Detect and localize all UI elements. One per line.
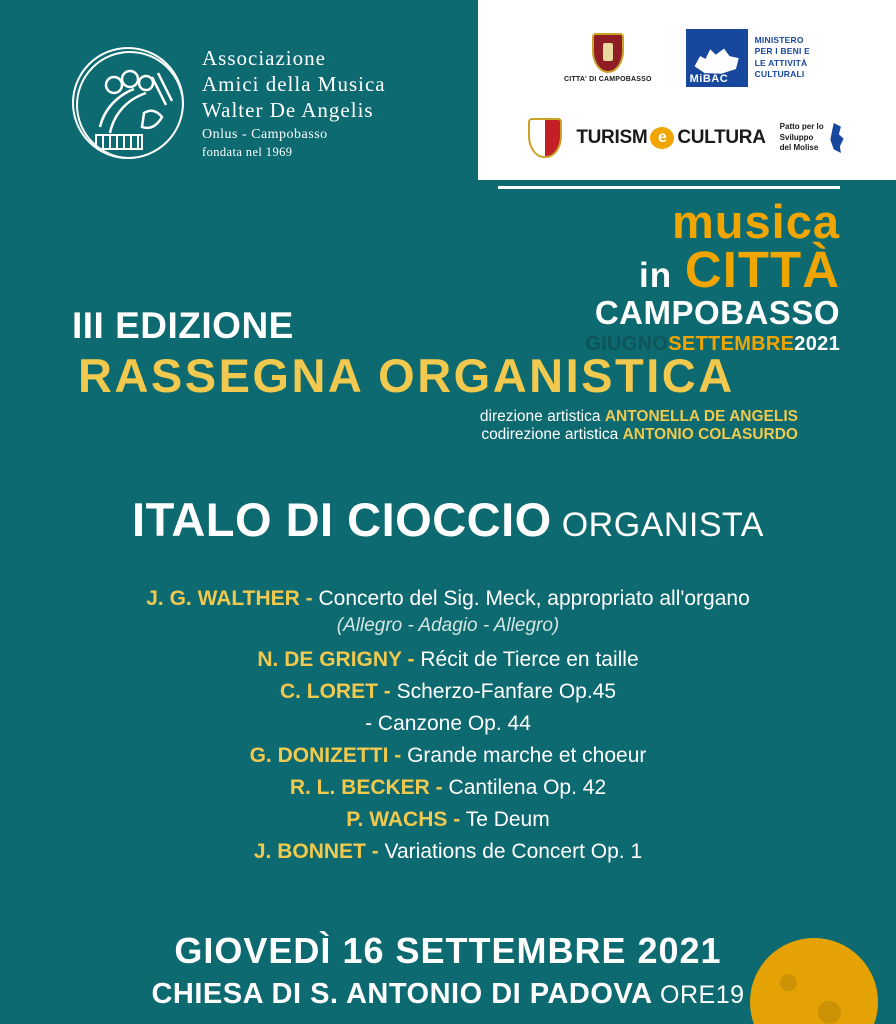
artistic-codirection-label: codirezione artistica bbox=[481, 426, 619, 443]
mibac-text-block bbox=[755, 35, 810, 81]
programme-work: Variations de Concert Op. 1 bbox=[384, 840, 643, 863]
programme-composer: J. G. WALTHER - bbox=[146, 587, 313, 610]
association-logo-block bbox=[72, 46, 386, 160]
sponsor-row-top bbox=[478, 10, 896, 105]
event-time-label: ORE bbox=[660, 981, 716, 1009]
festival-city: CAMPOBASSO bbox=[594, 293, 840, 331]
festival-year: 2021 bbox=[794, 332, 840, 355]
patto-logo bbox=[780, 122, 846, 153]
regione-crest-icon bbox=[528, 118, 562, 158]
programme-work: Récit de Tierce en taille bbox=[420, 648, 639, 671]
programme-composer: P. WACHS - bbox=[346, 808, 461, 831]
festival-period-to: SETTEMBRE bbox=[668, 332, 795, 355]
mibac-mark-text: MiBAC bbox=[689, 72, 729, 85]
turismo-text-b: CULTURA bbox=[677, 127, 766, 148]
mibac-logo-icon bbox=[686, 29, 748, 87]
patto-line-1: Patto per lo bbox=[779, 122, 824, 132]
programme-composer: C. LORET - bbox=[279, 680, 391, 703]
turismo-e-badge: e bbox=[650, 127, 674, 149]
mibac-line-2: PER I BENI E bbox=[754, 46, 810, 57]
patto-text-block bbox=[780, 122, 824, 153]
sponsor-panel bbox=[478, 0, 896, 180]
artistic-direction bbox=[480, 408, 798, 426]
event-time-value: 19 bbox=[715, 981, 745, 1009]
molise-map-icon bbox=[829, 123, 846, 153]
programme-item bbox=[0, 841, 896, 862]
association-line-3: Walter De Angelis bbox=[202, 98, 374, 122]
programme-item bbox=[0, 713, 896, 734]
programme-work: Te Deum bbox=[465, 808, 550, 831]
festival-brand-block bbox=[510, 188, 840, 356]
festival-word-in-citta bbox=[510, 240, 840, 298]
programme-composer: N. DE GRIGNY - bbox=[257, 648, 415, 671]
programme-item bbox=[0, 649, 896, 670]
programme-movements: (Allegro - Adagio - Allegro) bbox=[336, 615, 560, 636]
event-date: GIOVEDÌ 16 SETTEMBRE 2021 bbox=[174, 930, 722, 971]
mibac-logo bbox=[686, 29, 810, 87]
association-line-2: Amici della Musica bbox=[202, 72, 386, 96]
festival-word-in: in bbox=[638, 255, 673, 295]
festival-word-citta: CITTÀ bbox=[684, 240, 840, 298]
mibac-line-1: MINISTERO bbox=[754, 34, 804, 45]
artistic-direction-label: direzione artistica bbox=[479, 408, 601, 425]
performer-role: ORGANISTA bbox=[561, 506, 764, 544]
sponsor-row-bottom bbox=[478, 104, 896, 172]
event-venue: CHIESA DI S. ANTONIO DI PADOVA bbox=[151, 978, 652, 1010]
programme-item bbox=[0, 588, 896, 609]
turismo-text-a: TURISM bbox=[576, 127, 648, 148]
mibac-line-3: LE ATTIVITÀ bbox=[754, 57, 808, 68]
patto-line-2: Sviluppo bbox=[779, 132, 814, 142]
city-crest-logo bbox=[564, 33, 652, 83]
city-crest-icon bbox=[592, 33, 624, 73]
programme-item bbox=[0, 809, 896, 830]
artistic-codirection bbox=[481, 426, 798, 444]
festival-word-musica: musica bbox=[672, 195, 840, 248]
mibac-line-4: CULTURALI bbox=[754, 68, 805, 79]
programme-list bbox=[0, 588, 896, 873]
artistic-codirection-name: ANTONIO COLASURDO bbox=[622, 426, 798, 443]
series-title: RASSEGNA ORGANISTICA bbox=[78, 349, 735, 402]
programme-item bbox=[0, 681, 896, 702]
programme-item bbox=[0, 777, 896, 798]
patto-line-3: del Molise bbox=[779, 143, 819, 153]
festival-period-from: GIUGNO bbox=[585, 332, 669, 355]
programme-work: - Canzone Op. 44 bbox=[365, 712, 531, 735]
turismo-cultura-logo-icon bbox=[576, 127, 765, 149]
association-line-5: fondata nel 1969 bbox=[202, 145, 293, 159]
wolf-icon bbox=[694, 43, 740, 77]
association-text-block bbox=[202, 46, 386, 160]
programme-work: Grande marche et choeur bbox=[407, 744, 647, 767]
city-crest-caption: CITTA' DI CAMPOBASSO bbox=[564, 75, 652, 83]
programme-composer: R. L. BECKER - bbox=[289, 776, 443, 799]
artistic-direction-name: ANTONELLA DE ANGELIS bbox=[604, 408, 798, 425]
programme-composer: G. DONIZETTI - bbox=[249, 744, 402, 767]
music-instruments-circle-icon bbox=[72, 47, 184, 159]
programme-work: Cantilena Op. 42 bbox=[448, 776, 607, 799]
performer-block bbox=[0, 492, 896, 547]
programme-work: Concerto del Sig. Meck, appropriato all'organo bbox=[318, 587, 750, 610]
brand-divider bbox=[498, 186, 840, 189]
programme-work: Scherzo-Fanfare Op.45 bbox=[396, 680, 617, 703]
edition-title: III EDIZIONE bbox=[72, 305, 294, 346]
programme-composer: J. BONNET - bbox=[253, 840, 379, 863]
association-line-4: Onlus - Campobasso bbox=[202, 127, 328, 142]
performer-name: ITALO DI CIOCCIO bbox=[132, 493, 552, 546]
programme-item bbox=[0, 745, 896, 766]
association-line-1: Associazione bbox=[202, 46, 326, 70]
